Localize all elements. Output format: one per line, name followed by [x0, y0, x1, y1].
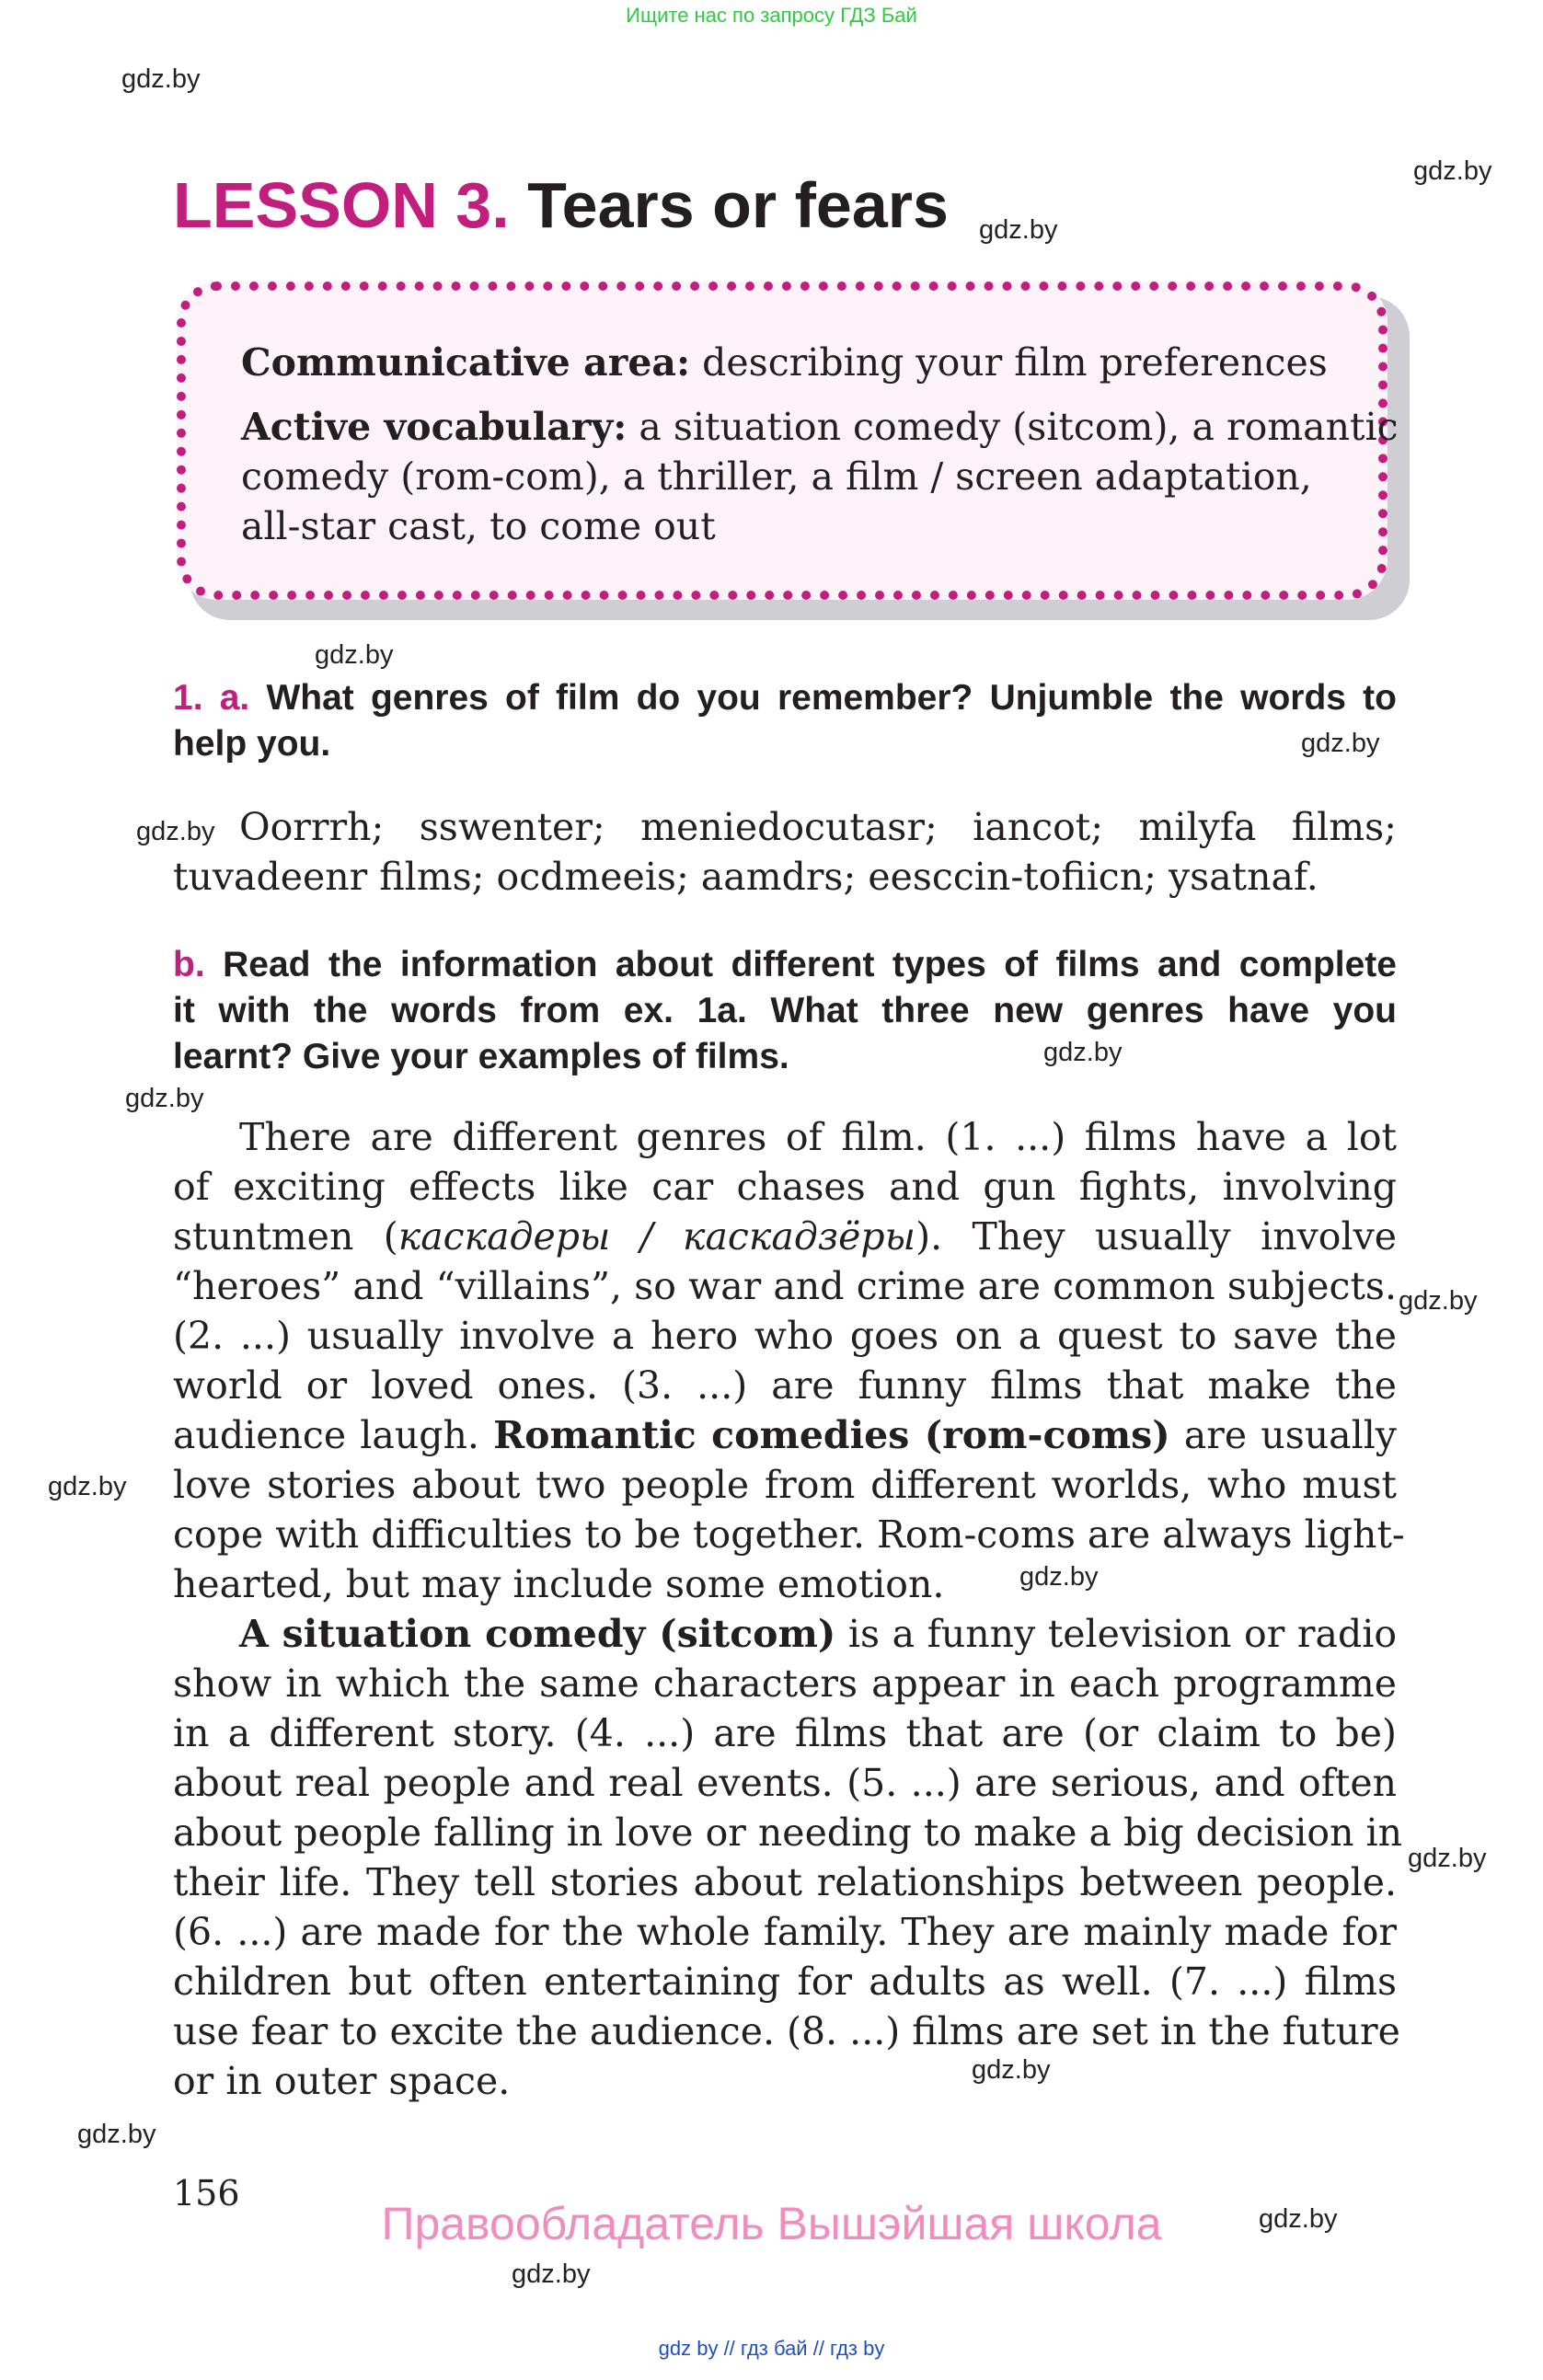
text-line: love stories about two people from different worlds, who must [173, 1463, 1397, 1507]
active-vocabulary-line: all-star cast, to come out [241, 504, 716, 548]
watermark: gdz.by [315, 640, 394, 670]
watermark: gdz.by [972, 2055, 1051, 2085]
watermark: gdz.by [1043, 1038, 1123, 1067]
active-vocabulary-label: Active vocabulary: [241, 405, 628, 449]
task-text: What genres of film do you remember? Unjumble the words to [249, 678, 1397, 718]
watermark: gdz.by [136, 817, 215, 846]
text-line: use fear to excite the audience. (8. ...) films are set in the future [173, 2009, 1400, 2053]
text-segment: ). They usually involve [915, 1214, 1397, 1259]
text-line: in a different story. (4. ...) are films that are (or claim to be) [173, 1711, 1397, 1755]
task-1a [173, 675, 1397, 767]
text-line: children but often entertaining for adults as well. (7. ...) films [173, 1960, 1397, 2004]
watermark: gdz.by [1413, 156, 1492, 186]
scrambled-words [173, 802, 1397, 902]
copyright-notice: Правообладатель Вышэйшая школа [381, 2198, 1162, 2249]
active-vocabulary-line: comedy (rom-com), a thriller, a film / screen adaptation, [241, 454, 1312, 499]
watermark: gdz.by [1408, 1844, 1487, 1873]
text-line: tuvadeenr films; ocdmeeis; aamdrs; eesccin-tofiicn; ysatnaf. [173, 855, 1318, 899]
russian-translation: каскадеры / каскадзёры [397, 1214, 916, 1259]
text-line: show in which the same characters appear in each programme [173, 1661, 1397, 1706]
text-line: their life. They tell stories about relationships between people. [173, 1860, 1397, 1904]
task-line [173, 942, 1397, 988]
watermark: gdz.by [1301, 729, 1380, 758]
text-line: There are different genres of film. (1. ...) films have a lot [239, 1115, 1397, 1159]
text-segment: is a funny television or radio [835, 1612, 1397, 1656]
watermark: gdz.by [1019, 1562, 1099, 1592]
text-line: cope with difficulties to be together. Rom-coms are always light- [173, 1512, 1405, 1557]
bold-term: Romantic comedies (rom-coms) [493, 1413, 1170, 1457]
communicative-area-label: Communicative area: [241, 340, 691, 385]
text-line: Oorrrh; sswenter; meniedocutasr; iancot; milyfa films; [239, 805, 1397, 849]
page-number: 156 [173, 2173, 240, 2213]
task-line [173, 675, 1397, 721]
communicative-area-text: describing your film preferences [690, 340, 1328, 385]
watermark: gdz.by [121, 64, 201, 94]
task-1b [173, 942, 1397, 1080]
text-line: about real people and real events. (5. ...) are serious, and often [173, 1761, 1397, 1805]
paragraph-2 [173, 1609, 1403, 2106]
text-line: world or loved ones. (3. ...) are funny films that make the [173, 1363, 1397, 1408]
text-line: hearted, but may include some emotion. [173, 1562, 945, 1606]
bottom-banner[interactable]: gdz by // гдз бай // гдз by [658, 2337, 885, 2360]
text-line [173, 1212, 1397, 1261]
text-segment: are usually [1169, 1413, 1397, 1457]
text-line: about people falling in love or needing to make a big decision in [173, 1811, 1403, 1855]
task-number: 1. a. [173, 678, 250, 718]
text-segment: audience laugh. [173, 1413, 494, 1457]
text-line: “heroes” and “villains”, so war and crime are common subjects. [173, 1264, 1397, 1308]
watermark: gdz.by [77, 2120, 156, 2149]
watermark: gdz.by [1399, 1286, 1478, 1316]
text-line: or in outer space. [173, 2059, 511, 2103]
task-line: it with the words from ex. 1a. What three new genres have you [173, 991, 1397, 1030]
active-vocabulary [241, 405, 1399, 449]
text-line: (2. ...) usually involve a hero who goes on a quest to save the [173, 1314, 1397, 1358]
watermark: gdz.by [125, 1084, 204, 1113]
bold-term: A situation comedy (sitcom) [239, 1612, 836, 1656]
text-line: (6. ...) are made for the whole family. They are mainly made for [173, 1910, 1397, 1954]
task-text: Read the information about different types of films and complete [204, 945, 1397, 984]
lesson-number: LESSON 3. [173, 169, 510, 241]
watermark: gdz.by [512, 2259, 591, 2289]
text-line [173, 1410, 1397, 1460]
text-segment: stuntmen ( [173, 1214, 398, 1259]
top-banner[interactable]: Ищите нас по запросу ГДЗ Бай [626, 4, 917, 27]
task-number: b. [173, 945, 205, 984]
active-vocabulary-line: a situation comedy (sitcom), a romantic [627, 405, 1399, 449]
task-line: learnt? Give your examples of films. [173, 1037, 789, 1076]
task-line: help you. [173, 724, 331, 764]
text-line [173, 1609, 1397, 1659]
watermark: gdz.by [48, 1472, 127, 1501]
paragraph-1 [173, 1112, 1405, 1609]
communicative-area [241, 340, 1328, 385]
text-line: of exciting effects like car chases and gun fights, involving [173, 1165, 1397, 1209]
watermark: gdz.by [979, 215, 1058, 245]
lesson-subject: Tears or fears [527, 169, 949, 241]
lesson-title [173, 169, 949, 241]
watermark: gdz.by [1259, 2204, 1338, 2234]
